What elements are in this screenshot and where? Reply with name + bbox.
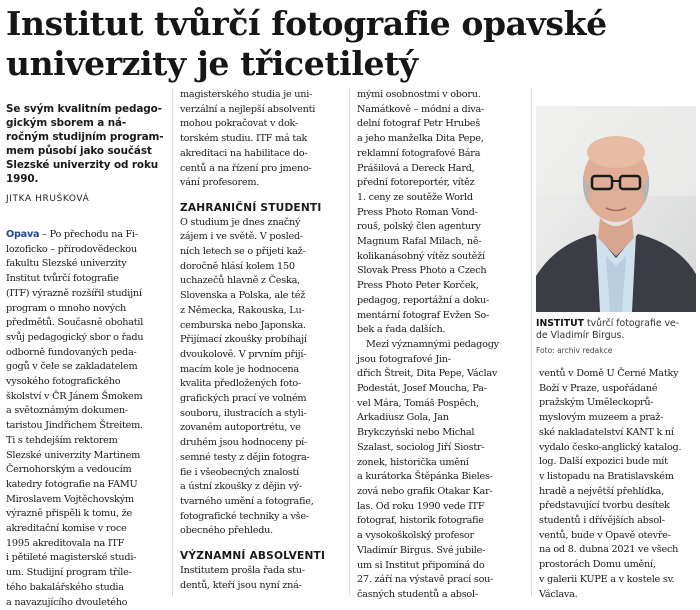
text-line: Magnum Rafal Milach, ně- xyxy=(357,236,482,248)
text-line: druhém jsou hodnoceny pí- xyxy=(180,437,308,449)
text-line: fakultu Slezské univerzity xyxy=(6,258,127,270)
perex-line: Se svým kvalitním pedago- xyxy=(6,103,162,115)
portrait-illustration xyxy=(536,106,696,312)
text-line: tého bakalářského studia xyxy=(6,581,124,593)
perex-line: Slezské univerzity od roku xyxy=(6,158,159,171)
text-line: Prášilová a Dereck Hard, xyxy=(357,162,475,174)
text-line: gogů v čele se zakladatelem xyxy=(6,361,138,373)
text-line: myslovým muzeem a praž- xyxy=(539,412,664,424)
text-line: las. Od roku 1990 vede ITF xyxy=(357,500,485,512)
perex-line: 1990. xyxy=(6,172,39,185)
text-line: kvalita předložených foto- xyxy=(180,378,301,390)
text-line: Podestát, Josef Moucha, Pa- xyxy=(357,383,487,395)
column-divider xyxy=(531,88,532,596)
text-line: fotografické techniky a vše- xyxy=(180,510,309,522)
text-line: zonek, historička umění xyxy=(357,456,469,468)
headline-line-2: univerzity je třicetiletý xyxy=(6,44,418,83)
portrait-photo xyxy=(536,106,696,312)
text-line: hradě a největší přehlídka, xyxy=(539,485,664,497)
text-line: fie i všeobecných znalostí xyxy=(180,466,300,478)
caption-keyword: INSTITUT xyxy=(536,318,584,329)
text-line: dřich Štreit, Dita Pepe, Václav xyxy=(357,368,498,380)
text-line: vydalo česko-anglický katalog. xyxy=(539,441,682,453)
col2-body-c xyxy=(180,564,340,593)
headline-line-1: Institut tvůrčí fotografie opavské xyxy=(6,4,607,43)
text-line: Václava. xyxy=(539,588,578,600)
text-line: Boží v Praze, uspořádané xyxy=(539,382,658,394)
text-line: a kurátorka Štěpánka Bieles- xyxy=(357,471,493,483)
text-line: vání profesorem. xyxy=(180,177,260,189)
headline xyxy=(6,4,696,84)
text-line: v listopadu na Bratislavském xyxy=(539,470,674,482)
text-line: zájem i ve světě. V posled- xyxy=(180,231,303,243)
text-line: a světoznámým dokumen- xyxy=(6,405,128,417)
text-line: akreditaci na habilitace do- xyxy=(180,147,308,159)
text-line: dentů, kteří jsou nyní zná- xyxy=(180,579,302,591)
text-line: doročně hlásí kolem 150 xyxy=(180,260,295,272)
col3-body-a xyxy=(357,88,527,338)
photo-caption: INSTITUT tvůrčí fotografie ve- de Vladimír Birgus. xyxy=(536,318,680,342)
text-line: Mezi významnými pedagogy xyxy=(366,338,499,350)
text-line: Vladimír Birgus. Své jubile- xyxy=(357,544,486,556)
col1-body xyxy=(6,243,166,610)
text-line: mohou pokračovat v dok- xyxy=(180,118,299,130)
text-line: dvoukolově. V prvním přijí- xyxy=(180,348,307,360)
text-line: delní fotograf Petr Hrubeš xyxy=(357,118,481,130)
text-line: Miroslavem Vojtěchovským xyxy=(6,493,134,505)
text-line: O studium je dnes značný xyxy=(180,216,301,228)
column-4 xyxy=(539,367,697,602)
text-line: předmětů. Současně obohatil xyxy=(6,317,144,329)
text-line: akreditační komise v roce xyxy=(6,523,127,535)
text-line: svůj pedagogický sbor o řadu xyxy=(6,331,144,343)
dateline-place: Opava xyxy=(6,229,40,240)
col3-body-b xyxy=(357,338,527,603)
text-line: 27. září na výstavě prací sou- xyxy=(357,574,494,586)
text-line: studentů i dřívějších absol- xyxy=(539,515,665,527)
text-line: Opava – Po přechodu na Fi- xyxy=(6,229,138,240)
col2-body-a xyxy=(180,88,340,191)
text-line: vysokého fotografického xyxy=(6,376,121,388)
text-line: Černohorským a vedoucím xyxy=(6,464,132,476)
text-line: log. Další expozici bude mít xyxy=(539,456,668,468)
author-byline: JITKA HRUŠKOVÁ xyxy=(6,194,90,204)
text-line: představující tvorbu desítek xyxy=(539,500,670,512)
col2-body-b xyxy=(180,216,340,539)
text-line: ventů v Domě U Černé Matky xyxy=(539,368,679,379)
column-3 xyxy=(357,88,527,603)
text-line: Slovak Press Photo a Czech xyxy=(357,265,487,277)
text-line: mými osobnostmi v oboru. xyxy=(357,89,481,100)
text-line: školství v ČR Jánem Šmokem xyxy=(6,390,143,402)
col4-body xyxy=(539,367,697,602)
text-line: lozoficko – přírodovědeckou xyxy=(6,243,137,255)
column-2 xyxy=(180,88,340,593)
text-line: zová nebo grafik Otakar Kar- xyxy=(357,485,493,497)
text-line: cemburska nebo Japonska. xyxy=(180,319,306,331)
text-line: ních letech se o přijetí kaž- xyxy=(180,246,306,258)
text-line: Press Photo Roman Vond- xyxy=(357,206,478,218)
text-line: magisterského studia je uni- xyxy=(180,89,313,100)
text-line: ventů, bude v Opavě otevře- xyxy=(539,529,671,541)
text-line: verzální a nejlepší absolventi xyxy=(180,103,316,115)
text-line: a navazujícího dvouletého xyxy=(6,596,128,608)
caption-line-2: de Vladimír Birgus. xyxy=(536,330,625,342)
text-line: um. Studijní program tříle- xyxy=(6,567,132,579)
text-line: macím kole je hodnocena xyxy=(180,363,299,375)
text-line: vel Mára, Tomáš Pospěch, xyxy=(357,397,479,409)
text-line: obecného přehledu. xyxy=(180,525,273,537)
text-line: katedry fotografie na FAMU xyxy=(6,478,138,490)
text-line: zovaném autoportrétu, ve xyxy=(180,422,301,434)
text-line: reklamní fotografové Bára xyxy=(357,147,481,159)
text-line: rouš, polský člen agentury xyxy=(357,221,481,233)
text-line: Slezské univerzity Martinem xyxy=(6,449,141,461)
text-line: Namátkově – módní a diva- xyxy=(357,103,485,115)
text-line: program o mnoho nových xyxy=(6,302,127,314)
perex-line: gickým sborem a ná- xyxy=(6,116,127,129)
text-line: i pětileté magisterské studi- xyxy=(6,552,137,564)
text-line: a jeho manželka Dita Pepe, xyxy=(357,133,484,145)
text-line: v galerii KUPE a v kostele sv. xyxy=(539,573,675,585)
column-1 xyxy=(6,228,166,610)
text-line: Ti s tehdejším rektorem xyxy=(6,434,118,446)
text-line: časných studentů a absol- xyxy=(357,588,478,600)
text-line: centů a na řízení pro jmeno- xyxy=(180,162,312,174)
text-line: z Německa, Rakouska, Lu- xyxy=(180,304,305,316)
text-line: souboru, ilustracích a styli- xyxy=(180,407,307,419)
text-line: prostorách Domu umění, xyxy=(539,559,656,571)
column-divider xyxy=(172,88,173,596)
text-line: na od 8. dubna 2021 ve všech xyxy=(539,544,679,556)
text-line: Institutem prošla řada stu- xyxy=(180,564,305,576)
text-line: přední fotoreportér, vítěz xyxy=(357,177,475,189)
text-line: um si Institut připomíná do xyxy=(357,559,485,571)
text-line: Szalast, sociolog Jiří Siostr- xyxy=(357,441,485,453)
text-line: jsou fotografové Jin- xyxy=(357,353,451,365)
text-line: Brykczyński nebo Michal xyxy=(357,427,475,439)
text-line: odborně fundovaných peda- xyxy=(6,346,137,358)
text-line: ské nakladatelství KANT k ní xyxy=(539,426,674,438)
perex-line: mem působí jako součást xyxy=(6,144,152,157)
text-line: Arkadiusz Gola, Jan xyxy=(357,412,449,424)
text-line: Institut tvůrčí fotografie xyxy=(6,273,119,285)
text-line: (ITF) výrazně rozšířil studijní xyxy=(6,287,142,299)
subhead-notable-graduates: VÝZNAMNÍ ABSOLVENTI xyxy=(180,550,326,563)
perex-line: ročným studijním program- xyxy=(6,130,164,143)
text-line: pražským Uměleckoprů- xyxy=(539,397,654,409)
text-line: Press Photo Peter Korček, xyxy=(357,280,479,292)
column-divider xyxy=(349,88,350,596)
text-line: mentární fotograf Evžen So- xyxy=(357,309,489,321)
text-line: Přijímací zkoušky probíhají xyxy=(180,334,307,346)
text-line: 1. ceny ze soutěže World xyxy=(357,191,473,203)
text-line: a ústní zkoušky z dějin vý- xyxy=(180,481,302,493)
text-line: kolikanásobný vítěz soutěží xyxy=(357,250,485,262)
perex xyxy=(6,103,166,186)
photo-credit: Foto: archiv redakce xyxy=(536,346,613,355)
text-line: grafických prací ve volném xyxy=(180,393,307,405)
text-line: semné testy z dějin fotogra- xyxy=(180,451,310,463)
text-line: pedagog, reportážní a doku- xyxy=(357,294,490,306)
subhead-foreign-students: ZAHRANIČNÍ STUDENTI xyxy=(180,201,322,214)
text-line: Slovenska a Polska, ale též xyxy=(180,290,306,302)
text-line: tvarného umění a fotografie, xyxy=(180,495,314,507)
text-line: 1995 akreditovala na ITF xyxy=(6,537,125,549)
text-line: torském studiu. ITF má tak xyxy=(180,133,308,145)
text-line: a vysokoškolský profesor xyxy=(357,530,474,542)
text-line: fotograf, historik fotografie xyxy=(357,515,484,527)
text-line: taristou Jindřichem Štreitem. xyxy=(6,420,143,432)
text-line: výrazně přispěli k tomu, že xyxy=(6,508,132,520)
text-line: bek a řada dalších. xyxy=(357,324,446,336)
text-line: uchazečů hlavně z Česka, xyxy=(180,275,300,287)
